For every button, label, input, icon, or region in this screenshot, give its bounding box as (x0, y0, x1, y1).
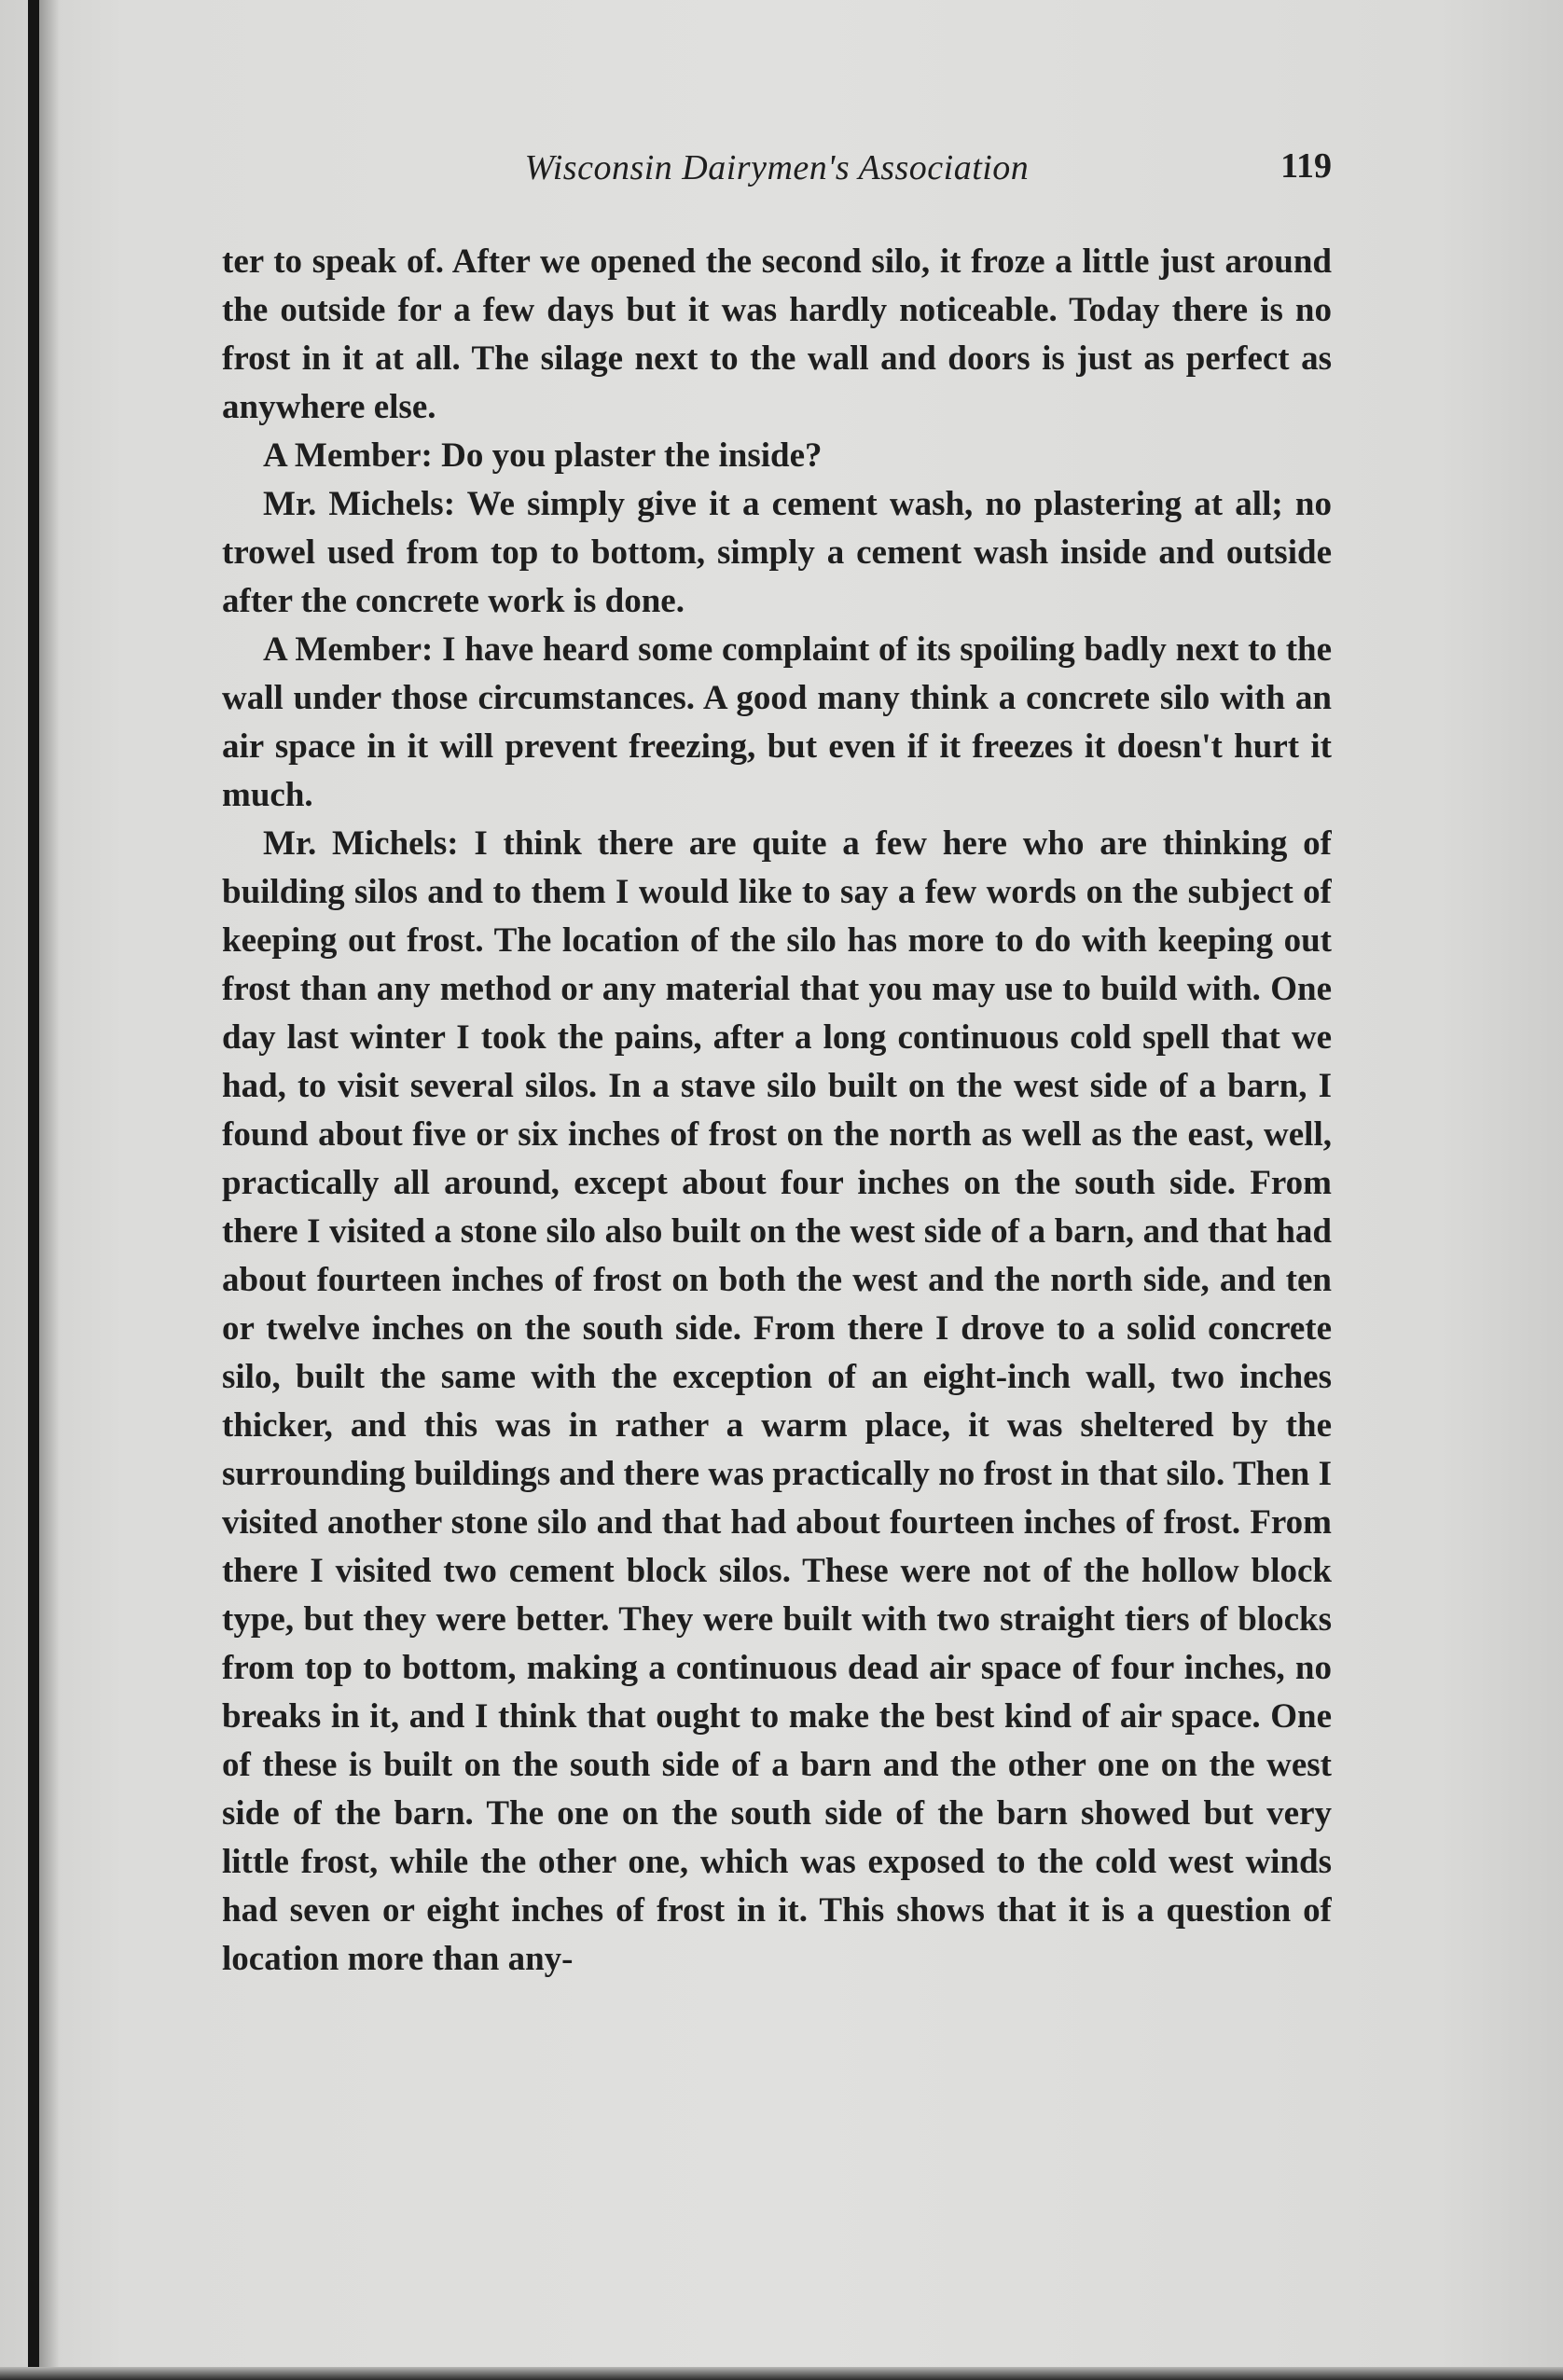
binding-edge (28, 0, 39, 2380)
paragraph-text: We simply give it a cement wash, no plastering at all; no trowel used from top to bottom, simply a cement wash inside and outside after the concrete work is done. (222, 485, 1332, 620)
page-header (222, 140, 1332, 196)
running-title: Wisconsin Dairymen's Association (524, 148, 1030, 187)
paragraph-continuation (222, 238, 1332, 432)
paragraph-member-comment (222, 626, 1332, 820)
speaker-label: Mr. Michels: (263, 485, 456, 523)
binding-shadow (39, 0, 60, 2380)
body-text (222, 238, 1332, 2196)
page-number: 119 (1280, 146, 1332, 186)
speaker-label: Mr. Michels: (263, 824, 459, 863)
speaker-label: A Member: (263, 436, 433, 475)
paragraph-michels-frost (222, 820, 1332, 1984)
page-bottom-edge (0, 2367, 1563, 2380)
speaker-label: A Member: (263, 630, 434, 669)
paragraph-text: ter to speak of. After we opened the second silo, it froze a little just around the outside for a few days but it was hardly noticeable. Today there is no frost in it at all. The silage next to the wall and doors is just as perfect as anywhere else. (222, 242, 1332, 426)
paragraph-michels-answer (222, 480, 1332, 626)
paragraph-text: I think there are quite a few here who are thinking of building silos and to them I would like to say a few words on the subject of keeping out frost. The location of the silo has more to do with keeping out frost than any method or any material that you may use to build with. One day last winter I took the pains, after a long continuous cold spell that we had, to visit several silos. In a stave silo built on the west side of a barn, I found about five or six inches of frost on the north as well as the east, well, practically all around, except about four inches on the south side. From there I visited a stone silo also built on the west side of a barn, and that had about fourteen inches of frost on both the west and the north side, and ten or twelve inches on the south side. From there I drove to a solid concrete silo, built the same with the exception of an eight-inch wall, two inches thicker, and this was in rather a warm place, it was sheltered by the surrounding buildings and there was practically no frost in that silo. Then I visited another stone silo and that had about fourteen inches of frost. From there I visited two cement block silos. These were not of the hollow block type, but they were better. They were built with two straight tiers of blocks from top to bottom, making a continuous dead air space of four inches, no breaks in it, and I think that ought to make the best kind of air space. One of these is built on the south side of a barn and the other one on the west side of the barn. The one on the south side of the barn showed but very little frost, while the other one, which was exposed to the cold west winds had seven or eight inches of frost in it. This shows that it is a question of location more than any- (222, 824, 1332, 1978)
paragraph-text: I have heard some complaint of its spoiling badly next to the wall under those circumstances. A good many think a concrete silo with an air space in it will prevent freezing, but even if it freezes it doesn't hurt it much. (222, 630, 1332, 814)
paragraph-text: Do you plaster the inside? (441, 436, 823, 475)
paragraph-member-question (222, 432, 1332, 480)
